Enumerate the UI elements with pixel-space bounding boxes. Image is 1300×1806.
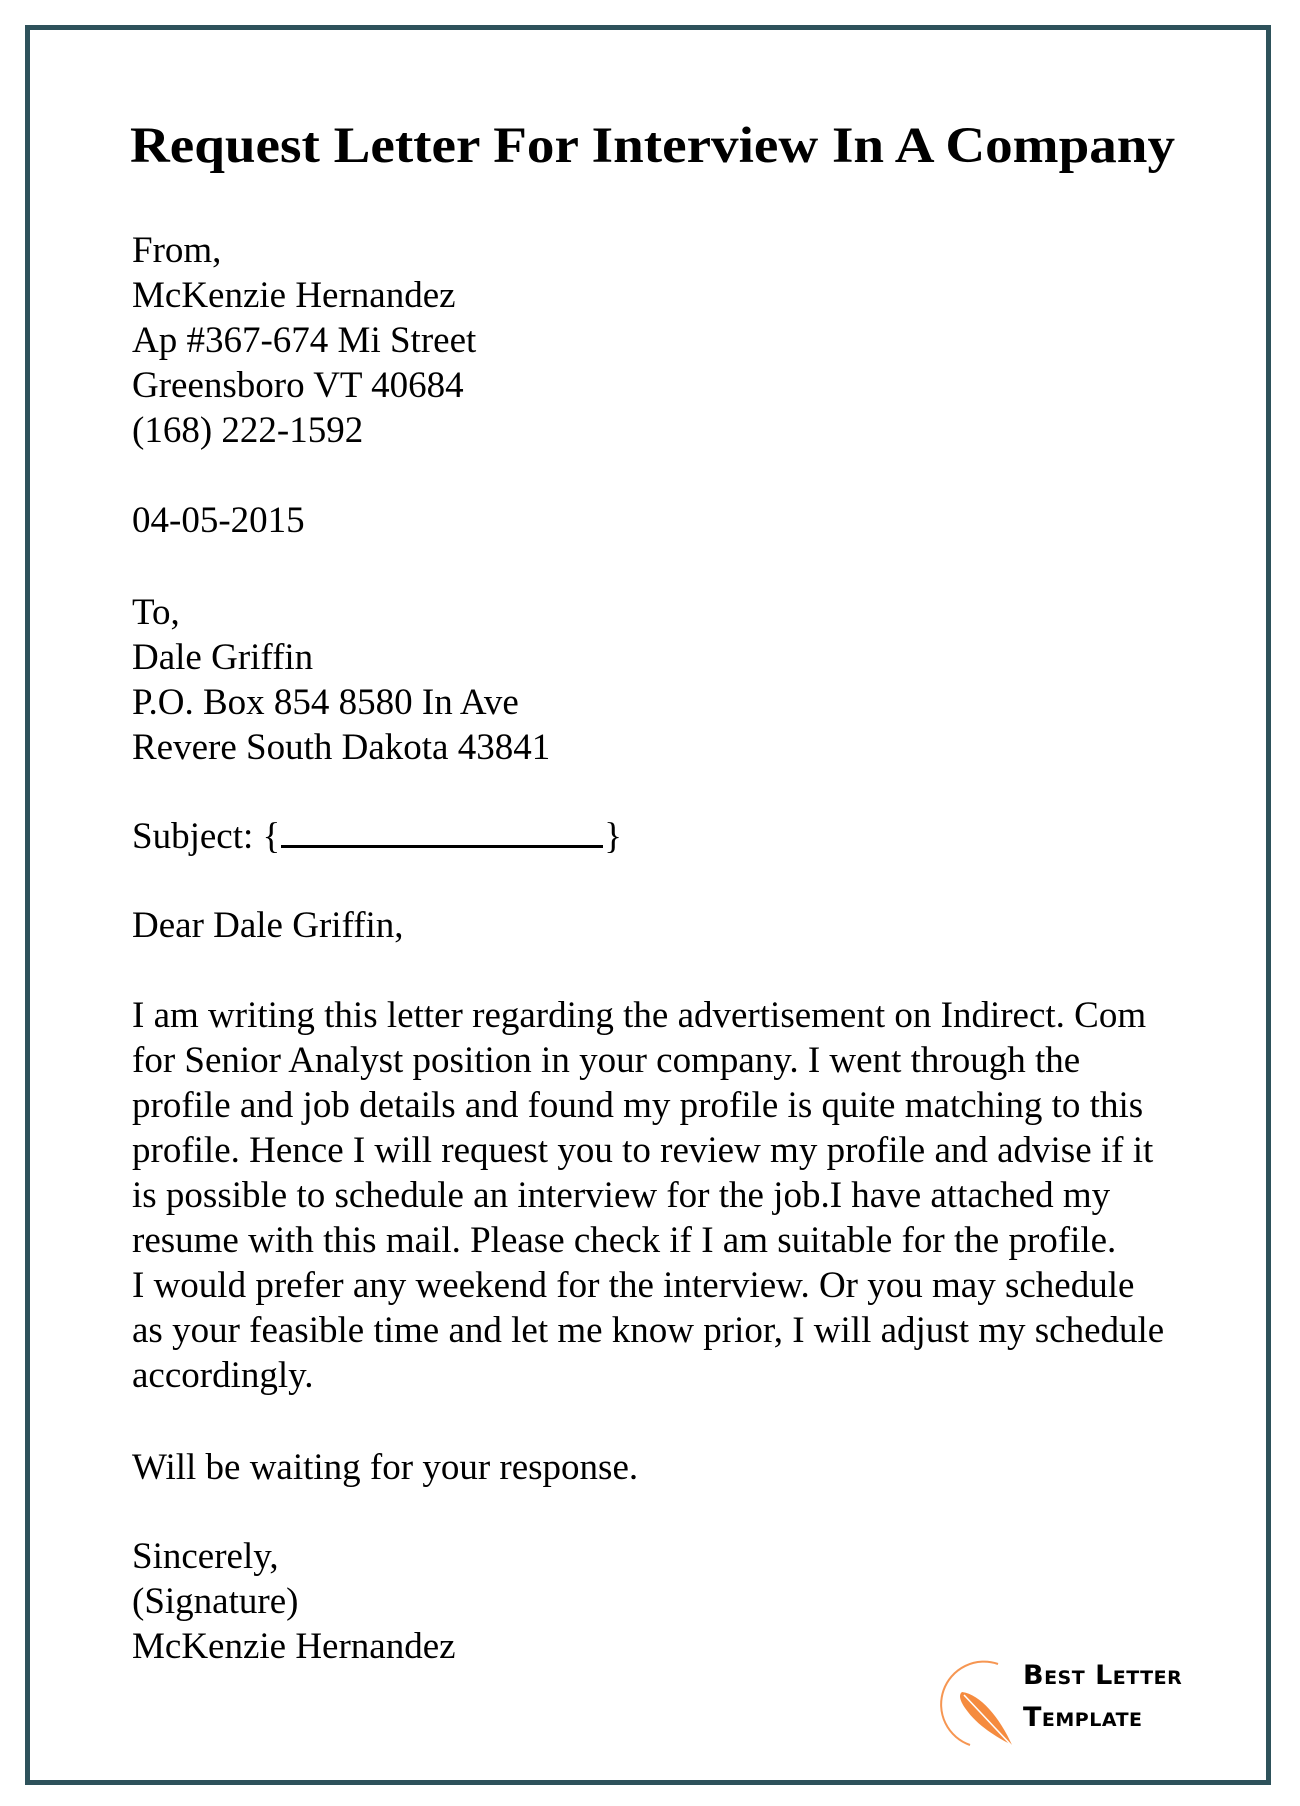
body-line: for Senior Analyst position in your company. I went through the	[132, 1040, 1081, 1081]
body-line: accordingly.	[132, 1355, 314, 1396]
closing: Sincerely,	[132, 1536, 279, 1577]
sender-phone: (168) 222-1592	[132, 410, 364, 451]
best-letter-template-logo	[940, 1650, 1210, 1760]
logo-text-line-2: Template	[1023, 1702, 1143, 1733]
to-label: To,	[132, 592, 180, 633]
signoff-name: McKenzie Hernandez	[132, 1626, 456, 1667]
sender-address-line-1: Ap #367-674 Mi Street	[132, 320, 477, 361]
salutation: Dear Dale Griffin,	[132, 905, 404, 946]
letter-title: Request Letter For Interview In A Company	[130, 118, 1175, 174]
letter-date: 04-05-2015	[132, 500, 305, 541]
logo-text-line-1: Best Letter	[1023, 1660, 1183, 1691]
body-line: as your feasible time and let me know prior, I will adjust my schedule	[132, 1310, 1165, 1351]
from-label: From,	[132, 230, 222, 271]
closing-line: Will be waiting for your response.	[132, 1447, 639, 1488]
signature-placeholder: (Signature)	[132, 1581, 299, 1622]
recipient-name: Dale Griffin	[132, 637, 314, 678]
body-line: I would prefer any weekend for the interview. Or you may schedule	[132, 1265, 1135, 1306]
body-line: profile and job details and found my profile is quite matching to this	[132, 1085, 1144, 1126]
subject-line	[132, 814, 622, 859]
sender-address-line-2: Greensboro VT 40684	[132, 365, 464, 406]
body-line: profile. Hence I will request you to review my profile and advise if it	[132, 1130, 1154, 1171]
sender-name: McKenzie Hernandez	[132, 275, 456, 316]
subject-close-brace: }	[604, 816, 623, 857]
subject-label: Subject: {	[132, 816, 281, 857]
body-line: resume with this mail. Please check if I am suitable for the profile.	[132, 1220, 1117, 1261]
recipient-address-line-2: Revere South Dakota 43841	[132, 727, 551, 768]
body-line: is possible to schedule an interview for the job.I have attached my	[132, 1175, 1111, 1216]
feather-icon	[940, 1650, 1020, 1760]
recipient-address-line-1: P.O. Box 854 8580 In Ave	[132, 682, 519, 723]
subject-blank	[281, 845, 603, 848]
body-line: I am writing this letter regarding the advertisement on Indirect. Com	[132, 995, 1147, 1036]
